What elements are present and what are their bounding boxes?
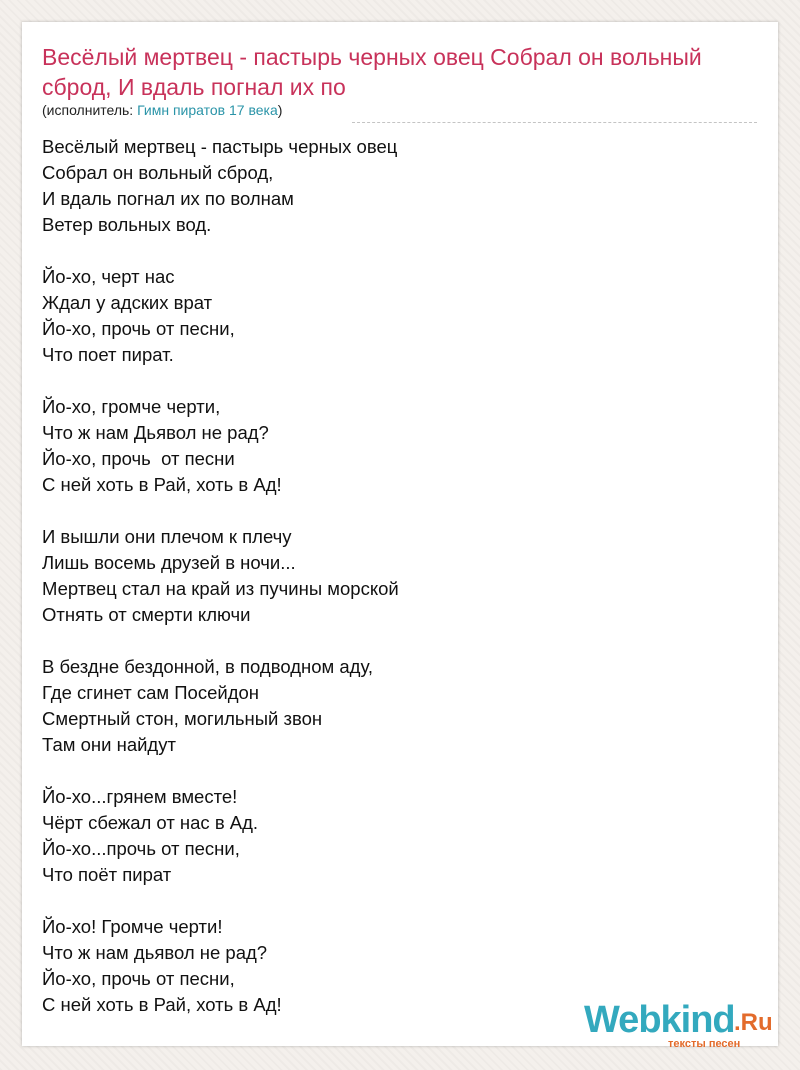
lyrics-line: Отнять от смерти ключи bbox=[42, 604, 251, 625]
lyrics-line: Что поет пират. bbox=[42, 344, 174, 365]
artist-suffix: ) bbox=[277, 102, 283, 118]
lyrics-line: С ней хоть в Рай, хоть в Ад! bbox=[42, 474, 282, 495]
lyrics-line: Йо-хо, прочь от песни, bbox=[42, 968, 235, 989]
lyrics-line: Ждал у адских врат bbox=[42, 292, 213, 313]
lyrics-stanza bbox=[42, 914, 399, 1018]
page-title: Весёлый мертвец - пастырь черных овец Собрал он вольный сброд, И вдаль погнал их по bbox=[42, 44, 702, 100]
lyrics-line: Мертвец стал на край из пучины морской bbox=[42, 578, 399, 599]
lyrics-stanza bbox=[42, 264, 399, 368]
lyrics-line: Что поёт пират bbox=[42, 864, 172, 885]
lyrics-line: Йо-хо, прочь от песни, bbox=[42, 318, 235, 339]
lyrics-stanza bbox=[42, 784, 399, 888]
artist-link[interactable]: Гимн пиратов 17 века bbox=[137, 102, 278, 118]
lyrics-line: И вдаль погнал их по волнам bbox=[42, 188, 294, 209]
lyrics-line: Что ж нам дьявол не рад? bbox=[42, 942, 268, 963]
lyrics-line: Смертный стон, могильный звон bbox=[42, 708, 323, 729]
lyrics-stanza bbox=[42, 134, 399, 238]
logo-subtitle: тексты песен bbox=[668, 1038, 741, 1050]
lyrics-line: В бездне бездонной, в подводном аду, bbox=[42, 656, 373, 677]
lyrics-stanza bbox=[42, 394, 399, 498]
lyrics-line: Йо-хо, прочь от песни bbox=[42, 448, 235, 469]
lyrics-line: И вышли они плечом к плечу bbox=[42, 526, 292, 547]
lyrics-line: Весёлый мертвец - пастырь черных овец bbox=[42, 136, 398, 157]
logo-tld: .Ru bbox=[734, 1009, 773, 1036]
content-card bbox=[22, 22, 778, 1050]
lyrics-stanza bbox=[42, 654, 399, 758]
artist-line bbox=[42, 102, 282, 118]
logo-wordmark: Webkind bbox=[584, 999, 735, 1041]
lyrics-line: Йо-хо, громче черти, bbox=[42, 396, 221, 417]
lyrics-line: Ветер вольных вод. bbox=[42, 214, 212, 235]
lyrics-line: Йо-хо...прочь от песни, bbox=[42, 838, 240, 859]
artist-prefix: (исполнитель: bbox=[42, 102, 138, 118]
title-divider bbox=[352, 122, 757, 123]
lyrics-line: Где сгинет сам Посейдон bbox=[42, 682, 259, 703]
site-logo[interactable] bbox=[584, 999, 774, 1050]
lyrics-line: Что ж нам Дьявол не рад? bbox=[42, 422, 269, 443]
lyrics-stanza bbox=[42, 524, 399, 628]
lyrics-body bbox=[42, 134, 399, 1044]
lyrics-line: Чёрт сбежал от нас в Ад. bbox=[42, 812, 259, 833]
lyrics-line: Йо-хо, черт нас bbox=[42, 266, 175, 287]
lyrics-line: Лишь восемь друзей в ночи... bbox=[42, 552, 296, 573]
lyrics-line: Собрал он вольный сброд, bbox=[42, 162, 274, 183]
lyrics-line: Йо-хо! Громче черти! bbox=[42, 916, 223, 937]
lyrics-line: Йо-хо...грянем вместе! bbox=[42, 786, 238, 807]
lyrics-line: Там они найдут bbox=[42, 734, 176, 755]
lyrics-line: С ней хоть в Рай, хоть в Ад! bbox=[42, 994, 282, 1015]
